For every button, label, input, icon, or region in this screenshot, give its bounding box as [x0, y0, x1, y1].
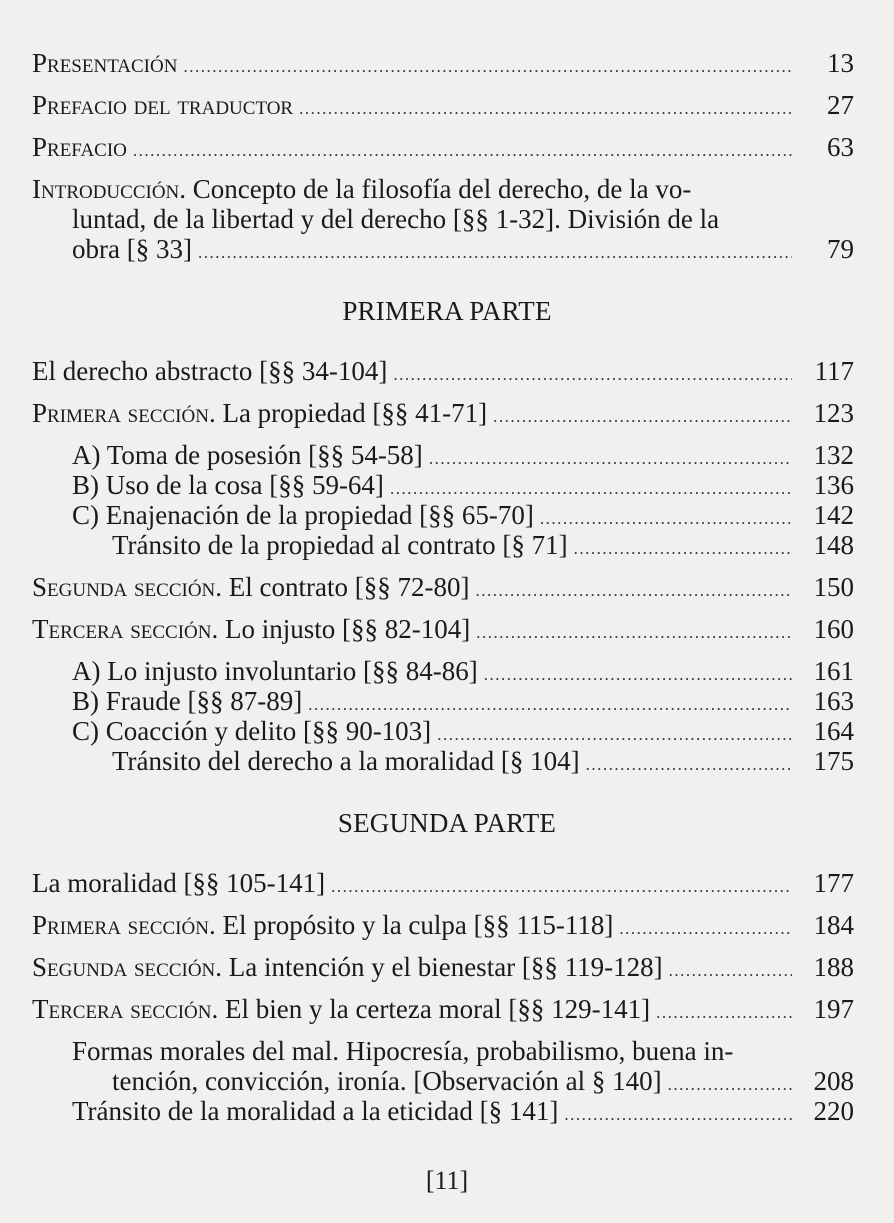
entry-title: Tránsito de la moralidad a la eticidad [§ 141]: [72, 1096, 559, 1126]
section-label: Segunda sección.: [32, 952, 223, 982]
entry-title: La intención y el bienestar [§§ 119-128]: [228, 952, 663, 982]
toc-subentry: [72, 440, 854, 474]
dot-leader: [299, 94, 792, 124]
toc-entry-introduccion-last: [72, 234, 854, 268]
toc-entry-formas: [72, 1036, 854, 1066]
entry-title: Lo injusto [§§ 82-104]: [224, 614, 471, 644]
toc-subentry: [72, 470, 854, 504]
toc-entry-prefacio-traductor: [32, 90, 854, 124]
entry-title: El bien y la certeza moral [§§ 129-141]: [224, 994, 651, 1024]
section-label: Primera sección.: [32, 910, 216, 940]
toc-entry-section: [32, 398, 854, 432]
page-number: 117: [814, 356, 854, 386]
toc-entry-moralidad: [32, 868, 854, 902]
entry-title: A) Lo injusto involuntario [§§ 84-86]: [72, 656, 478, 686]
entry-title: La moralidad [§§ 105-141]: [32, 868, 326, 898]
toc-entry-section: [32, 572, 854, 606]
page-number: 160: [813, 614, 854, 644]
dot-leader: [133, 136, 792, 166]
dot-leader: [331, 872, 791, 902]
dot-leader: [669, 956, 792, 986]
part-heading: SEGUNDA PARTE: [337, 808, 557, 838]
page-number: 163: [813, 686, 854, 716]
toc-entry-prefacio: [32, 132, 854, 166]
toc-entry-section: [32, 952, 854, 986]
toc-subentry: [72, 686, 854, 720]
page-number: 27: [827, 90, 854, 120]
dot-leader: [393, 360, 792, 390]
page-number: 142: [813, 500, 854, 530]
entry-title: B) Fraude [§§ 87-89]: [72, 686, 303, 716]
section-label: Tercera sección.: [32, 614, 219, 644]
page-number: 132: [813, 440, 854, 470]
dot-leader: [476, 618, 791, 648]
page-number: 220: [813, 1096, 854, 1126]
page-number: 177: [813, 868, 854, 898]
toc-entry-presentacion: [32, 48, 854, 82]
entry-text-line: Concepto de la filosofía del derecho, de la vo-: [192, 174, 692, 204]
dot-leader: [475, 576, 791, 606]
dot-leader: [619, 914, 791, 944]
page-number: 123: [813, 398, 854, 428]
entry-title: Introducción.: [32, 174, 187, 204]
toc-entry-section: [32, 910, 854, 944]
entry-text-line: obra [§ 33]: [72, 234, 192, 264]
entry-title: C) Enajenación de la propiedad [§§ 65-70]: [72, 500, 534, 530]
entry-title: Prefacio del traductor: [32, 90, 294, 120]
entry-title: B) Uso de la cosa [§§ 59-64]: [72, 470, 384, 500]
dot-leader: [574, 534, 792, 564]
entry-title: Tránsito de la propiedad al contrato [§ 71]: [112, 530, 568, 560]
page-number: 150: [813, 572, 854, 602]
page-number: 79: [827, 234, 854, 264]
toc-transit-entry: [112, 746, 854, 780]
entry-title: Presentación: [32, 48, 178, 78]
section-label: Primera sección.: [32, 398, 216, 428]
dot-leader: [586, 750, 792, 780]
page-number: 175: [813, 746, 854, 776]
entry-title: C) Coacción y delito [§§ 90-103]: [72, 716, 432, 746]
page-number: 188: [813, 952, 854, 982]
dot-leader: [564, 1100, 791, 1130]
page-number: 136: [813, 470, 854, 500]
dot-leader: [183, 52, 792, 82]
toc-entry-section: [32, 994, 854, 1028]
dot-leader: [656, 998, 791, 1028]
toc-entry-derecho-abstracto: [32, 356, 854, 390]
toc-transit-entry: [72, 1096, 854, 1130]
page-number: 148: [813, 530, 854, 560]
page-number: 208: [813, 1066, 854, 1096]
entry-title: La propiedad [§§ 41-71]: [222, 398, 488, 428]
dot-leader: [493, 402, 791, 432]
page-number: 63: [827, 132, 854, 162]
part-heading: PRIMERA PARTE: [342, 296, 552, 326]
entry-text-line: Formas morales del mal. Hipocresía, probabilismo, buena in-: [72, 1036, 734, 1066]
toc-subentry: [72, 500, 854, 534]
toc-subentry: [72, 716, 854, 750]
entry-title: El derecho abstracto [§§ 34-104]: [32, 356, 388, 386]
section-label: Tercera sección.: [32, 994, 219, 1024]
page-number: 161: [813, 656, 854, 686]
toc-entry-formas-last: [112, 1066, 854, 1100]
entry-text-line: luntad, de la libertad y del derecho [§§ 1-32]. División de la: [72, 204, 720, 234]
page-number: 197: [813, 994, 854, 1024]
entry-title: Prefacio: [32, 132, 127, 162]
toc-transit-entry: [112, 530, 854, 564]
entry-text-line: tención, convicción, ironía. [Observación al § 140]: [112, 1066, 662, 1096]
section-label: Segunda sección.: [32, 572, 223, 602]
entry-title: Tránsito del derecho a la moralidad [§ 104]: [112, 746, 580, 776]
toc-subentry: [72, 656, 854, 690]
entry-title: El contrato [§§ 72-80]: [228, 572, 470, 602]
entry-title: A) Toma de posesión [§§ 54-58]: [72, 440, 423, 470]
page-number: 13: [827, 48, 854, 78]
toc-entry-introduccion: [32, 174, 792, 234]
page-number: 164: [813, 716, 854, 746]
page-number: 184: [813, 910, 854, 940]
entry-title: El propósito y la culpa [§§ 115-118]: [222, 910, 614, 940]
toc-entry-section: [32, 614, 854, 648]
page-folio: [11]: [425, 1166, 469, 1195]
dot-leader: [198, 238, 792, 268]
